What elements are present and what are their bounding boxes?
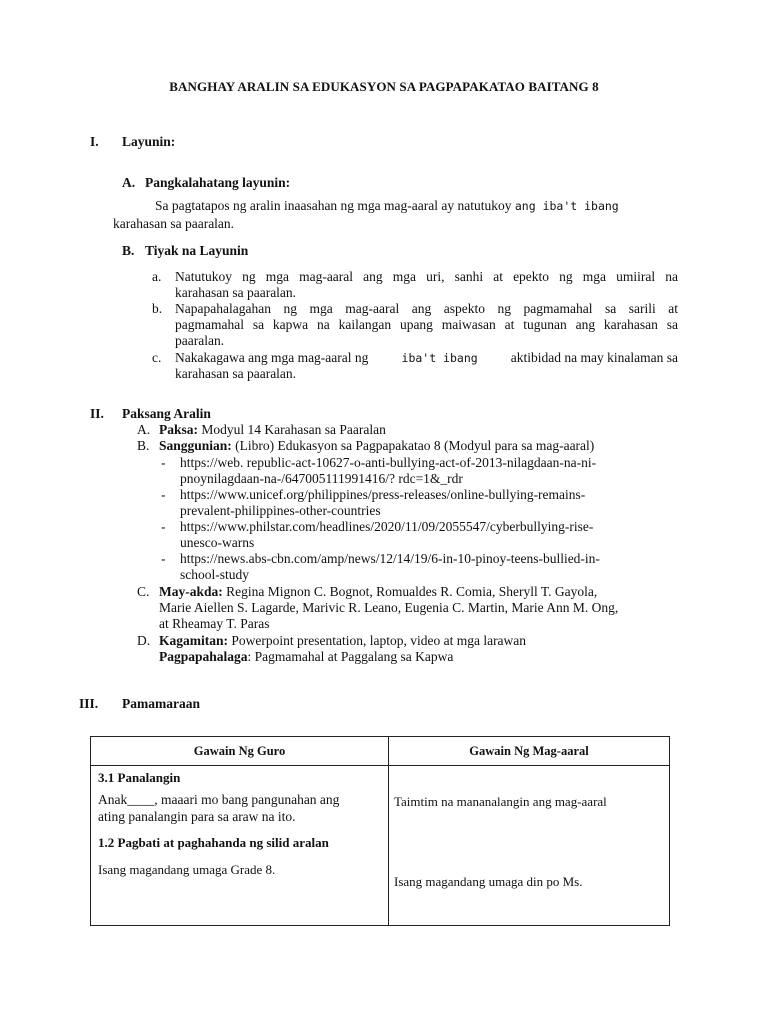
subsection-a-heading: Pangkalahatang layunin:: [145, 175, 291, 190]
objective-b-letter: b.: [152, 301, 163, 316]
link-3-line1: https://www.philstar.com/headlines/2020/11/09/2055547/cyberbullying-rise-: [180, 519, 594, 534]
authors-label: May-akda:: [159, 584, 223, 599]
link-1-dash: -: [161, 455, 166, 470]
objective-b-line1: Napapahalagahan ng mga mag-aaral ang aspekto ng pagmamahal sa sarili at: [175, 301, 678, 316]
link-1-line1: https://web. republic-act-10627-o-anti-bullying-act-of-2013-nilagdaan-na-ni-: [180, 455, 597, 470]
values-line: [159, 649, 453, 665]
values-label: Pagpapahalaga: [159, 649, 248, 664]
teacher-activities-cell: [91, 766, 389, 926]
objective-c-part2: aktibidad na may kinalaman sa: [510, 350, 678, 365]
authors-text1: Regina Mignon C. Bognot, Romualdes R. Comia, Sheryll T. Gayola,: [226, 584, 598, 599]
student-prayer: Taimtim na mananalangin ang mag-aaral: [394, 794, 607, 809]
objective-c-letter: c.: [152, 350, 162, 365]
table-header-row: [91, 737, 670, 766]
objective-c-line2: karahasan sa paaralan.: [175, 366, 297, 381]
section-2-number: II.: [90, 406, 104, 421]
topic-label: Paksa:: [159, 422, 199, 437]
greeting-heading: 1.2 Pagbati at paghahanda ng silid aralan: [98, 835, 329, 850]
prayer-request-line1: Anak____, maaari mo bang pangunahan ang: [98, 792, 340, 807]
objective-c-line1: [175, 350, 678, 366]
materials-letter: D.: [137, 633, 151, 648]
objective-b-line3: paaralan.: [175, 333, 225, 348]
link-4-dash: -: [161, 551, 166, 566]
section-1-number: I.: [90, 134, 99, 149]
general-objective-line1: Sa pagtatapos ng aralin inaasahan ng mga mag-aaral ay natutukoy: [155, 198, 512, 213]
page-title: BANGHAY ARALIN SA EDUKASYON SA PAGPAPAKATAO BAITANG 8: [169, 79, 599, 94]
subsection-a-letter: A.: [122, 175, 136, 190]
subsection-b-heading: Tiyak na Layunin: [145, 243, 249, 258]
authors-line3: at Rheamay T. Paras: [159, 616, 270, 631]
section-3-heading: Pamamaraan: [122, 696, 200, 711]
link-1-line2: pnoynilagdaan-na-/647005111991416/? rdc=1&_rdr: [180, 471, 463, 486]
section-1-heading: Layunin:: [122, 134, 176, 149]
objective-a-line2: karahasan sa paaralan.: [175, 285, 297, 300]
general-objective-line2: karahasan sa paaralan.: [113, 216, 235, 231]
objective-c-part1: Nakakagawa ang mga mag-aaral ng: [175, 350, 369, 365]
header-student: Gawain Ng Mag-aaral: [389, 737, 670, 766]
references-label: Sanggunian:: [159, 438, 232, 453]
link-4-line1: https://news.abs-cbn.com/amp/news/12/14/19/6-in-10-pinoy-teens-bullied-in-: [180, 551, 600, 566]
link-3-line2: unesco-warns: [180, 535, 255, 550]
authors-line1: [159, 584, 597, 600]
link-3-dash: -: [161, 519, 166, 534]
general-objective-mono: ang iba't ibang: [514, 199, 619, 213]
header-teacher: Gawain Ng Guro: [91, 737, 389, 766]
prayer-request-line2: ating panalangin para sa araw na ito.: [98, 809, 296, 824]
objective-b-line2: pagmamahal sa kapwa na kailangan upang maiwasan at tugunan ang karahasan sa: [175, 317, 678, 332]
teacher-greeting: Isang magandang umaga Grade 8.: [98, 862, 276, 877]
general-objective-text: [155, 198, 619, 214]
section-3-number: III.: [79, 696, 99, 711]
link-4-line2: school-study: [180, 567, 249, 582]
materials-text: Powerpoint presentation, laptop, video at mga larawan: [231, 633, 527, 648]
section-2-heading: Paksang Aralin: [122, 406, 211, 421]
authors-letter: C.: [137, 584, 150, 599]
subsection-b-letter: B.: [122, 243, 135, 258]
references-line: [159, 438, 594, 454]
objective-c-mono: iba't ibang: [401, 351, 478, 365]
authors-line2: Marie Aiellen S. Lagarde, Marivic R. Leano, Eugenia C. Martin, Marie Ann M. Ong,: [159, 600, 619, 615]
topic-text: Modyul 14 Karahasan sa Paaralan: [201, 422, 386, 437]
link-2-line2: prevalent-philippines-other-countries: [180, 503, 381, 518]
topic-line: [159, 422, 386, 438]
references-letter: B.: [137, 438, 150, 453]
materials-label: Kagamitan:: [159, 633, 228, 648]
materials-line: [159, 633, 526, 649]
topic-letter: A.: [137, 422, 151, 437]
objective-a-letter: a.: [152, 269, 162, 284]
values-text: : Pagmamahal at Paggalang sa Kapwa: [247, 649, 454, 664]
objective-a-line1: Natutukoy ng mga mag-aaral ang mga uri, sanhi at epekto ng mga umiiral na: [175, 269, 678, 284]
table-row: [91, 766, 670, 926]
references-text: (Libro) Edukasyon sa Pagpapakatao 8 (Modyul para sa mag-aaral): [235, 438, 595, 453]
link-2-dash: -: [161, 487, 166, 502]
prayer-heading: 3.1 Panalangin: [98, 770, 181, 785]
link-2-line1: https://www.unicef.org/philippines/press-releases/online-bullying-remains-: [180, 487, 586, 502]
procedure-table: [90, 736, 670, 926]
student-activities-cell: [389, 766, 670, 926]
student-greeting: Isang magandang umaga din po Ms.: [394, 874, 583, 889]
